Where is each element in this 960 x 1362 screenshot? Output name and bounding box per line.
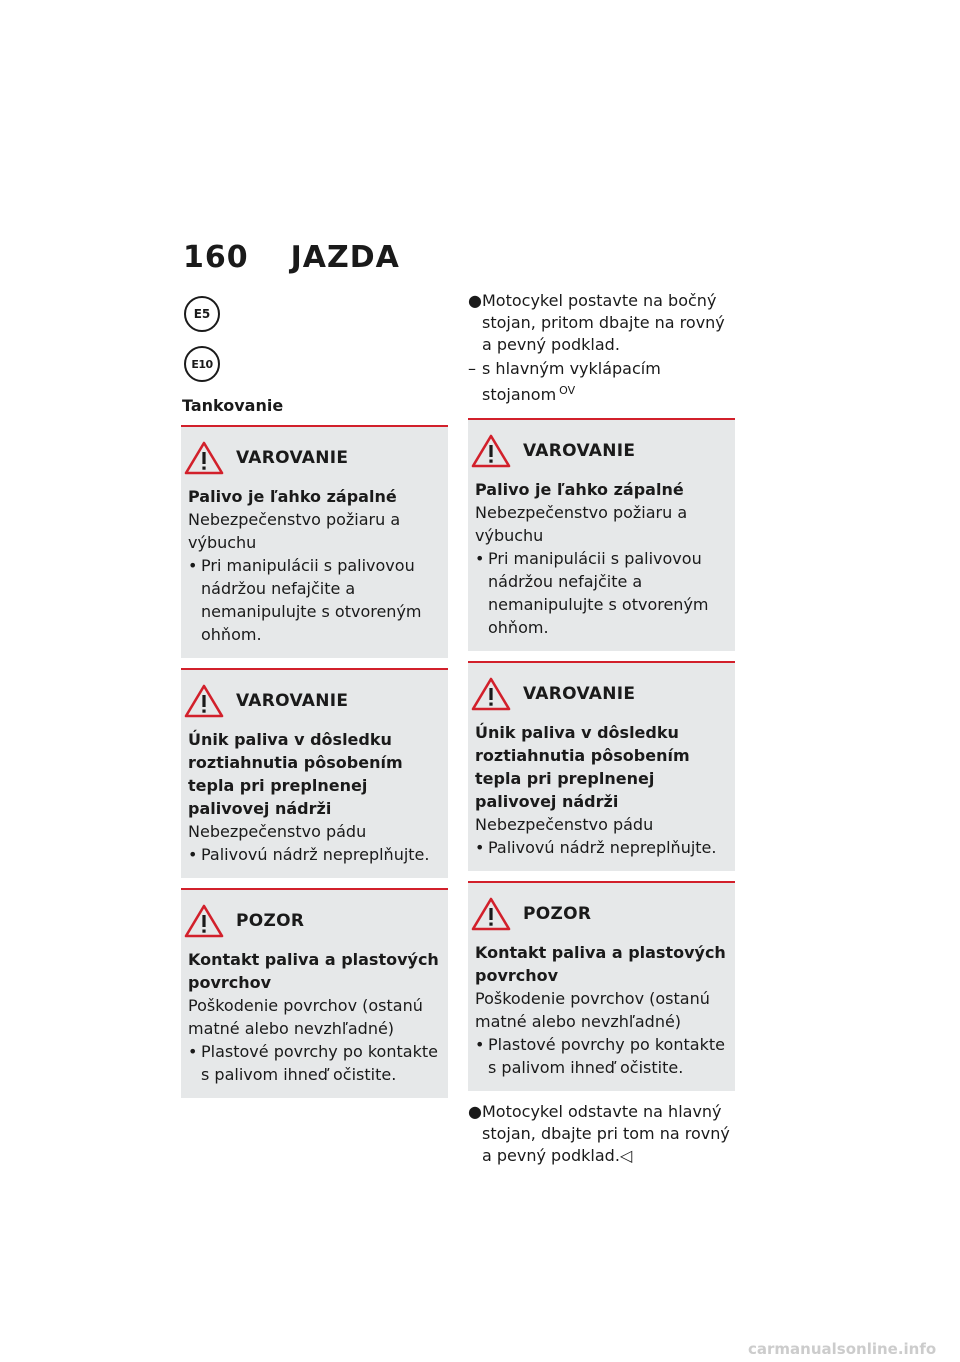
bullet-dot: • [188, 1042, 198, 1061]
warning-bullet [475, 1033, 727, 1079]
warning-triangle-icon [184, 904, 224, 938]
watermark: carmanualsonline.info [748, 1340, 937, 1358]
warning-header [471, 677, 727, 711]
warning-text: Nebezpečenstvo požiaru a výbuchu [475, 503, 688, 545]
warning-type: POZOR [236, 911, 305, 931]
warning-title: Palivo je ľahko zápalné [188, 487, 397, 506]
warning-box [468, 881, 735, 1091]
warning-title: Únik paliva v dôsledku roztiahnutia pôsobením tepla pri preplnenej palivovej nádrži [475, 723, 690, 811]
bullet-text: Pri manipulácii s palivovou nádržou nefajčite a nemanipulujte s otvoreným ohňom. [488, 549, 709, 637]
chapter-title: JAZDA [290, 240, 400, 275]
warning-box [181, 888, 448, 1098]
warning-bullets [188, 1040, 440, 1086]
warning-bullets [475, 836, 727, 859]
dash-mark: – [468, 359, 476, 378]
warning-box [468, 661, 735, 871]
page-header [183, 240, 400, 275]
bullet-dot: • [188, 556, 198, 575]
warning-triangle-icon [184, 684, 224, 718]
outro-bullet: ● Motocykel odstavte na hlavný stojan, dbajte pri tom na rovný a pevný podklad.◁ [468, 1102, 730, 1165]
warning-header [471, 897, 727, 931]
warning-title: Únik paliva v dôsledku roztiahnutia pôsobením tepla pri preplnenej palivovej nádrži [188, 730, 403, 818]
warning-triangle-icon [471, 677, 511, 711]
warning-triangle-icon [184, 441, 224, 475]
bullet-dot: ● [468, 1102, 482, 1121]
bullet-dot: • [475, 838, 485, 857]
warning-title: Kontakt paliva a plastových povrchov [475, 943, 726, 985]
warning-triangle-icon [471, 434, 511, 468]
warning-type: VAROVANIE [523, 441, 636, 461]
warning-bullets [475, 547, 727, 639]
bullet-dot: • [188, 845, 198, 864]
warning-text: Poškodenie povrchov (ostanú matné alebo nevzhľadné) [475, 989, 710, 1031]
warning-type: VAROVANIE [236, 691, 349, 711]
bullet-text: Palivovú nádrž nepreplňujte. [201, 845, 430, 864]
warning-text: Nebezpečenstvo požiaru a výbuchu [188, 510, 401, 552]
warning-header [184, 441, 440, 475]
warning-title: Kontakt paliva a plastových povrchov [188, 950, 439, 992]
warning-text: Poškodenie povrchov (ostanú matné alebo nevzhľadné) [188, 996, 423, 1038]
warning-bullet [188, 554, 440, 646]
left-column [181, 296, 448, 1108]
warning-type: VAROVANIE [523, 684, 636, 704]
superscript-ov: OV [559, 384, 576, 397]
warning-triangle-icon [471, 897, 511, 931]
section-title: Tankovanie [182, 396, 284, 415]
bullet-text: Pri manipulácii s palivovou nádržou nefajčite a nemanipulujte s otvoreným ohňom. [201, 556, 422, 644]
bullet-dot: • [475, 1035, 485, 1054]
warning-type: POZOR [523, 904, 592, 924]
warning-box [181, 668, 448, 878]
warning-box [468, 418, 735, 651]
bullet-dot: • [475, 549, 485, 568]
fuel-e5-icon: E5 [184, 296, 220, 332]
warning-title: Palivo je ľahko zápalné [475, 480, 684, 499]
warning-text: Nebezpečenstvo pádu [475, 815, 654, 834]
fuel-e10-icon: E10 [184, 346, 220, 382]
page-number: 160 [183, 240, 249, 275]
bullet-dot: ● [468, 291, 482, 310]
intro-bullet: ● Motocykel postavte na bočný stojan, pritom dbajte na rovný a pevný podklad. [468, 291, 725, 354]
warning-header [184, 684, 440, 718]
bullet-text: Plastové povrchy po kontakte s palivom ihneď očistite. [488, 1035, 725, 1077]
intro-dash: – s hlavným vyklápacím stojanom $^{OV}$ [468, 359, 661, 404]
warning-text: Nebezpečenstvo pádu [188, 822, 367, 841]
right-column [468, 290, 735, 1169]
right-warnings [468, 418, 735, 1091]
warning-bullet [475, 836, 727, 859]
warning-bullet [188, 1040, 440, 1086]
bullet-text: Plastové povrchy po kontakte s palivom ihneď očistite. [201, 1042, 438, 1084]
warning-header [471, 434, 727, 468]
warning-bullets [188, 554, 440, 646]
warning-box [181, 425, 448, 658]
bullet-text: Palivovú nádrž nepreplňujte. [488, 838, 717, 857]
warning-bullets [475, 1033, 727, 1079]
warning-header [184, 904, 440, 938]
warning-bullet [475, 547, 727, 639]
left-warnings [181, 425, 448, 1098]
warning-bullet [188, 843, 440, 866]
warning-bullets [188, 843, 440, 866]
warning-type: VAROVANIE [236, 448, 349, 468]
